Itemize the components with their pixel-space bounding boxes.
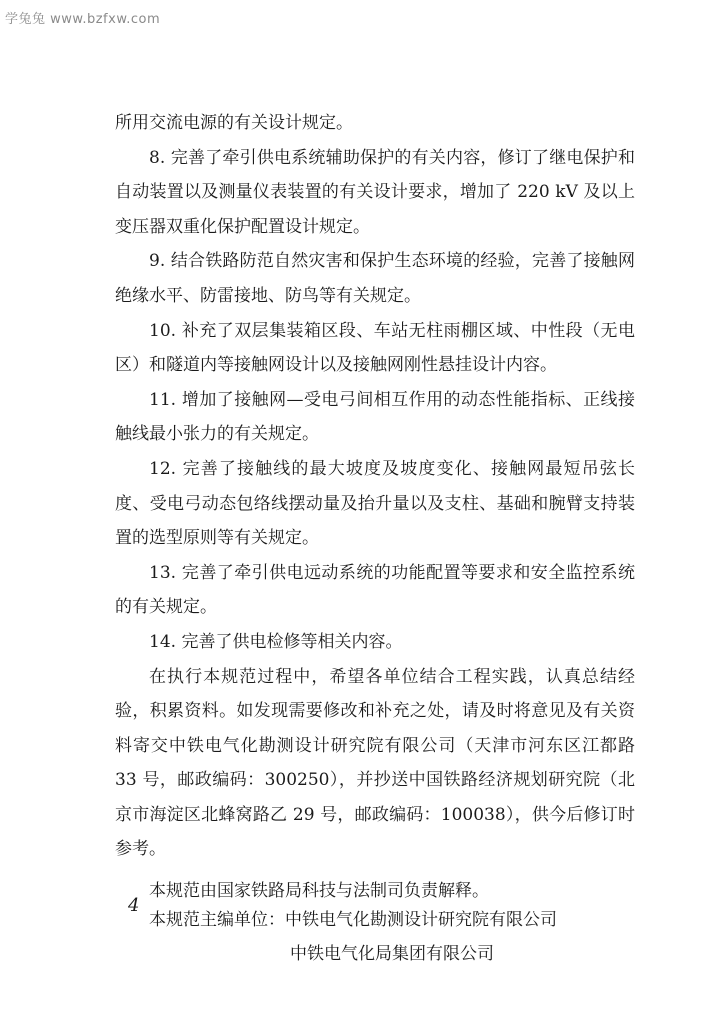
paragraph: 13. 完善了牵引供电远动系统的功能配置等要求和安全监控系统的有关规定。 [115, 562, 635, 618]
editor-units [149, 910, 557, 930]
watermark: 学兔兔 www.bzfxw.com [5, 12, 161, 27]
editor-org-2: 中铁电气化局集团有限公司 [290, 944, 494, 964]
paragraph: 11. 增加了接触网—受电弓间相互作用的动态性能指标、正线接触线最小张力的有关规定。 [115, 389, 635, 445]
paragraph: 所用交流电源的有关设计规定。 [115, 113, 353, 133]
body-text [115, 106, 635, 867]
paragraph: 在执行本规范过程中，希望各单位结合工程实践，认真总结经验，积累资料。如发现需要修改和补充之处，请及时将意见及有关资料寄交中铁电气化勘测设计研究院有限公司（天津市河东区江都路 33 号，邮政编码：300250），并抄送中国铁路经济规划研究院（北京市海淀区北蜂窝路乙 29 号，邮政编码：100038），供今后修订时参考。 [115, 666, 635, 860]
page-number: 4 [128, 895, 140, 916]
interpretation-statement: 本规范由国家铁路局科技与法制司负责解释。 [149, 881, 489, 901]
paragraph: 12. 完善了接触线的最大坡度及坡度变化、接触网最短吊弦长度、受电弓动态包络线摆动量及抬升量以及支柱、基础和腕臂支持装置的选型原则等有关规定。 [115, 458, 635, 549]
editor-org-1: 中铁电气化勘测设计研究院有限公司 [285, 910, 557, 930]
paragraph: 8. 完善了牵引供电系统辅助保护的有关内容，修订了继电保护和自动装置以及测量仪表装置的有关设计要求，增加了 220 kV 及以上变压器双重化保护配置设计规定。 [115, 147, 635, 237]
paragraph: 14. 完善了供电检修等相关内容。 [149, 631, 403, 652]
editor-label: 本规范主编单位： [149, 910, 285, 930]
paragraph: 9. 结合铁路防范自然灾害和保护生态环境的经验，完善了接触网绝缘水平、防雷接地、防鸟等有关规定。 [115, 251, 635, 306]
paragraph: 10. 补充了双层集装箱区段、车站无柱雨棚区域、中性段（无电区）和隧道内等接触网设计以及接触网刚性悬挂设计内容。 [115, 320, 635, 376]
